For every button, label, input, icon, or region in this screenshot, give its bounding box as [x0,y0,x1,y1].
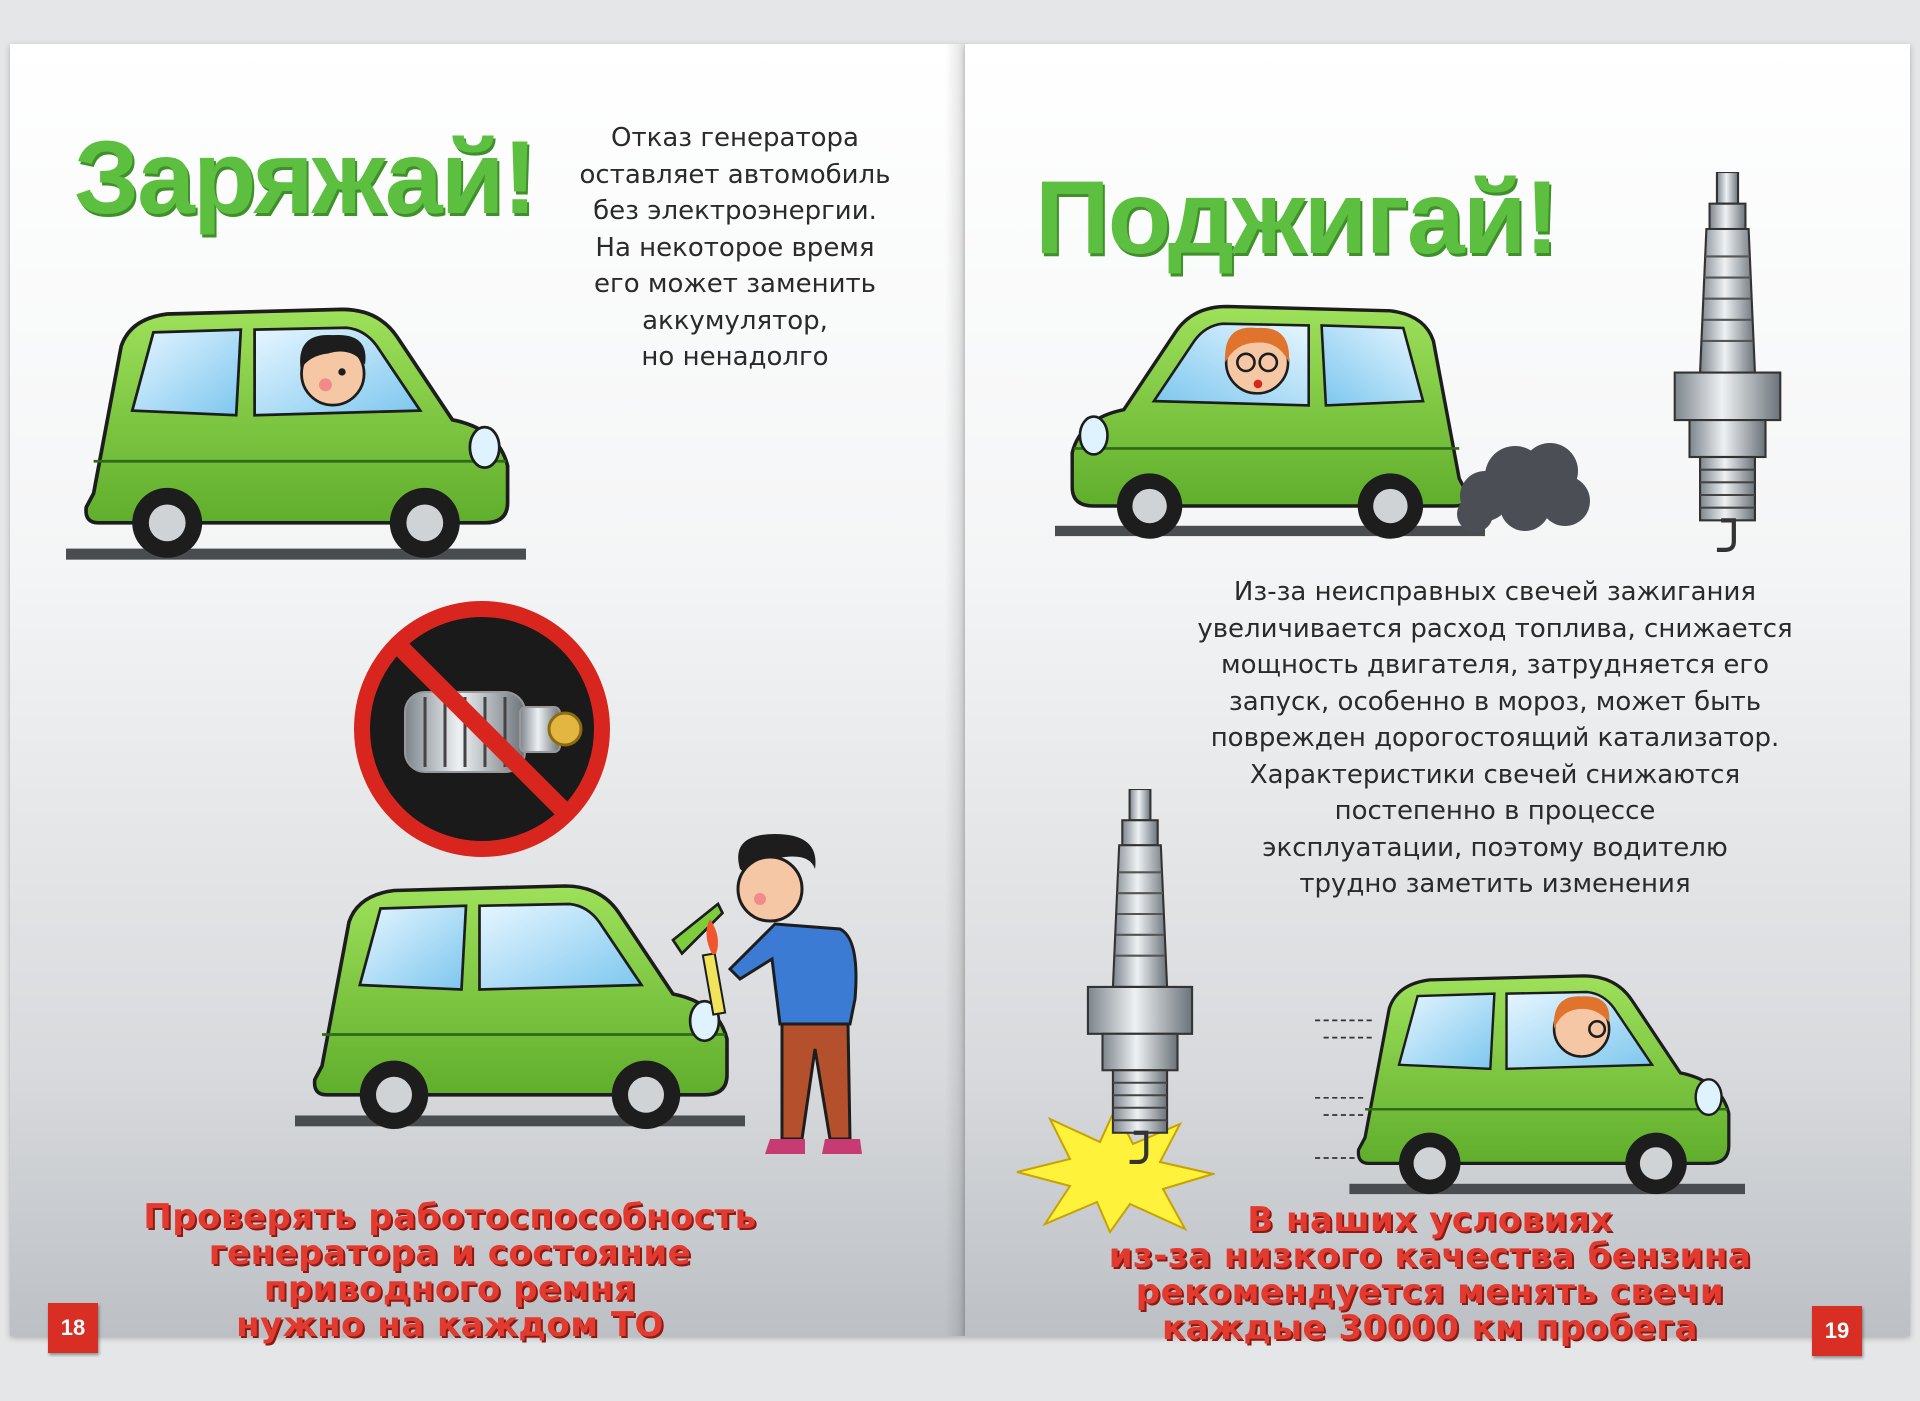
body-line: но ненадолго [641,342,829,372]
page-number-badge: 19 [1812,1306,1862,1356]
green-car-open-hood-illustration [295,829,745,1159]
callout-line: рекомендуется менять свечи [1135,1272,1725,1312]
boy-with-candle-illustration [690,829,900,1164]
body-line: Характеристики свечей снижаются [1249,759,1741,790]
exhaust-smoke-icon [1455,426,1595,536]
left-page-body-text [535,120,935,376]
body-line: оставляет автомобиль [579,159,891,190]
callout-line: нужно на каждом ТО [236,1305,664,1345]
body-line: эксплуатации, поэтому водителю [1262,832,1728,863]
body-line: постепенно в процессе [1334,796,1656,826]
spark-plug-icon [1075,789,1205,1164]
body-line: его может заменить [594,269,876,299]
left-page [10,44,965,1345]
body-line: мощность двигателя, затрудняется его [1221,650,1769,680]
body-line: Отказ генератора [611,123,859,153]
body-line: увеличивается расход топлива, снижается [1197,613,1793,644]
right-page-body-text [1135,574,1855,903]
callout-line: В наших условиях [1247,1200,1613,1240]
green-car-smoke-illustration [1055,279,1485,549]
callout-line: из-за низкого качества бензина [1108,1236,1752,1276]
body-line: На некоторое время [595,232,875,263]
callout-line: Проверять работоспособность [143,1197,757,1237]
body-line: Из-за неисправных свечей зажигания [1233,577,1757,607]
callout-line: генератора и состояние [208,1233,692,1273]
body-line: трудно заметить изменения [1299,869,1691,899]
body-line: поврежден дорогостоящий катализатор. [1210,723,1780,753]
green-car-moving-illustration [1315,942,1745,1202]
left-page-callout [90,1199,810,1343]
spark-plug-icon [1665,172,1790,552]
body-line: запуск, особенно в мороз, может быть [1228,686,1762,717]
body-line: без электроэнергии. [593,196,877,226]
right-page [965,44,1910,1348]
left-page-headline: Заряжай! [74,120,536,236]
callout-line: приводного ремня [263,1269,637,1309]
prohibited-alternator-icon [350,597,615,862]
body-line: аккумулятор, [642,305,828,336]
right-page-callout [1050,1202,1810,1346]
right-page-headline: Поджигай! [1035,160,1558,276]
green-car-illustration [66,274,526,584]
callout-line: каждые 30000 км пробега [1162,1308,1698,1348]
page-number-badge: 18 [48,1303,98,1353]
